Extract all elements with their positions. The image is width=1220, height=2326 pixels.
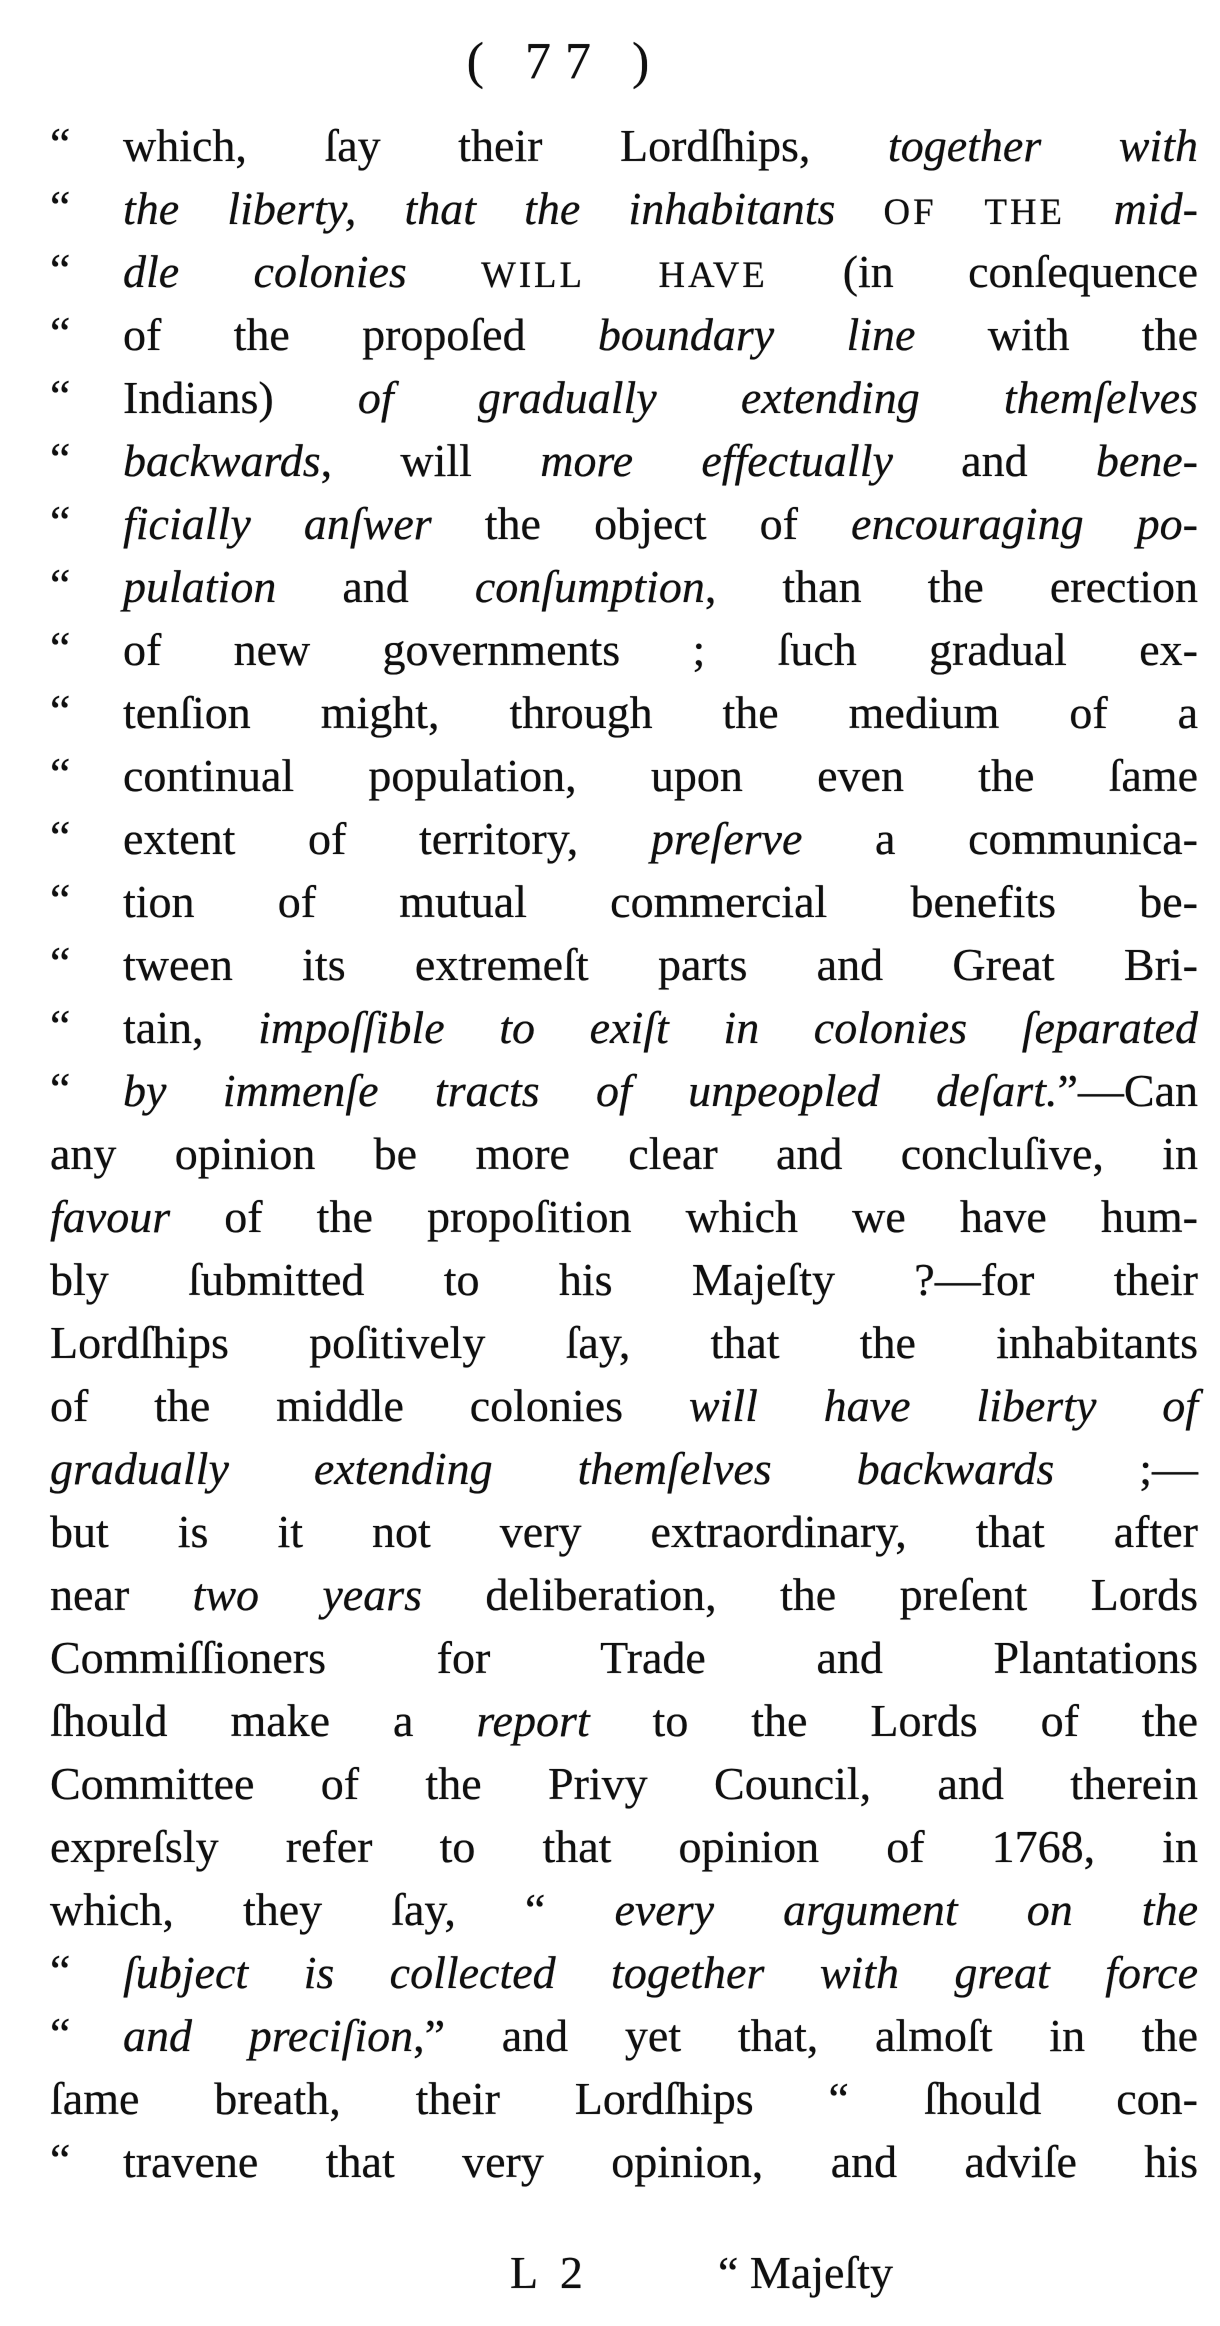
hanging-quote-mark: “ [50, 748, 71, 799]
text-segment: favour [50, 1191, 225, 1242]
text-line [50, 1689, 1198, 1752]
text-line [50, 1185, 1198, 1248]
text-line [50, 744, 1198, 807]
line-text [123, 807, 1198, 870]
text-segment: Indians) [123, 372, 358, 423]
text-segment: bene- [1095, 435, 1198, 486]
hanging-quote-mark: “ [50, 1063, 71, 1114]
text-line [50, 1311, 1198, 1374]
line-text [50, 1752, 1198, 1815]
text-segment: mid- [1113, 183, 1198, 234]
text-line [50, 1941, 1198, 2004]
text-segment: encouraging po- [851, 498, 1199, 549]
line-text [50, 1500, 1198, 1563]
page-number: ( 77 ) [466, 33, 664, 90]
line-text [123, 240, 1198, 306]
line-text [50, 2067, 1198, 2130]
text-line [50, 429, 1198, 492]
text-segment: with the [987, 309, 1198, 360]
text-segment: conſumption [474, 561, 705, 612]
text-segment: WILL HAVE [481, 254, 843, 295]
line-text [50, 1311, 1198, 1374]
text-segment: every argument on the [614, 1884, 1198, 1935]
hanging-quote-mark: “ [50, 1945, 71, 1996]
text-line [50, 366, 1198, 429]
text-line [50, 177, 1198, 240]
line-text [123, 492, 1198, 555]
text-line [50, 618, 1198, 681]
text-segment: ſubject is collected together with great force [123, 1947, 1198, 1998]
text-segment: the object of [484, 498, 852, 549]
text-segment: the liberty, that the inhabitants [123, 183, 884, 234]
text-block [50, 114, 1198, 2193]
line-text [123, 1059, 1198, 1122]
line-text [50, 1437, 1198, 1500]
line-text [123, 996, 1198, 1059]
line-text [50, 1626, 1198, 1689]
text-segment: tain, [123, 1002, 259, 1053]
text-line [50, 996, 1198, 1059]
hanging-quote-mark: “ [50, 370, 71, 421]
text-segment: ;— [1139, 1443, 1198, 1494]
text-line [50, 1437, 1198, 1500]
hanging-quote-mark: “ [50, 307, 71, 358]
line-text [123, 555, 1198, 618]
text-segment: Committee of the Privy Council, and therein [50, 1758, 1198, 1809]
hanging-quote-mark: “ [50, 811, 71, 862]
text-segment: preſerve [650, 813, 876, 864]
text-lines [50, 114, 1198, 2193]
hanging-quote-mark: “ [50, 2134, 71, 2185]
hanging-quote-mark: “ [50, 2008, 71, 2059]
hanging-quote-mark: “ [50, 559, 71, 610]
text-line [50, 2130, 1198, 2193]
catchword: “ Majeſty [718, 2247, 893, 2298]
text-line [50, 1059, 1198, 1122]
text-segment: continual population, upon even the ſame [123, 750, 1198, 801]
text-segment: which, they ſay, “ [50, 1884, 615, 1935]
line-text [123, 681, 1198, 744]
text-line [50, 1878, 1198, 1941]
hanging-quote-mark: “ [50, 937, 71, 988]
text-segment: Commiſſioners for Trade and Plantations [50, 1632, 1198, 1683]
text-segment: tenſion might, through the medium of a [123, 687, 1198, 738]
hanging-quote-mark: “ [50, 433, 71, 484]
signature-mark: L 2 [510, 2247, 589, 2298]
text-segment: ,” and yet that, almoſt in the [413, 2010, 1198, 2061]
text-segment: OF THE [883, 191, 1114, 232]
text-segment: of the propoſed [123, 309, 598, 360]
text-segment: and [342, 561, 475, 612]
text-segment: dle colonies [123, 246, 482, 297]
hanging-quote-mark: “ [50, 496, 71, 547]
footer-line [50, 2241, 1220, 2307]
text-segment: backwards [123, 435, 321, 486]
text-segment: tion of mutual commercial benefits be- [123, 876, 1198, 927]
text-segment: ficially anſwer [123, 498, 485, 549]
text-segment: together with [887, 120, 1198, 171]
text-segment: of gradually extending themſelves [357, 372, 1198, 423]
line-text [50, 1815, 1198, 1878]
line-text [123, 2130, 1198, 2193]
text-segment: to the Lords of the [652, 1695, 1199, 1746]
text-segment: Lordſhips poſitively ſay, that the inhabitants [50, 1317, 1198, 1368]
text-segment: boundary line [597, 309, 988, 360]
text-segment: impoſſible to exiſt in colonies ſeparated [258, 1002, 1198, 1053]
text-segment: pulation [123, 561, 343, 612]
text-line [50, 807, 1198, 870]
text-segment: ”—Can [1057, 1065, 1198, 1116]
text-segment: deliberation, the preſent Lords [485, 1569, 1198, 1620]
text-segment: near [50, 1569, 193, 1620]
hanging-quote-mark: “ [50, 118, 71, 169]
text-line [50, 1248, 1198, 1311]
text-segment: expreſsly refer to that opinion of 1768, in [50, 1821, 1198, 1872]
text-line [50, 2004, 1198, 2067]
text-segment: of new governments ; ſuch gradual ex- [123, 624, 1198, 675]
text-line [50, 2067, 1198, 2130]
line-text [50, 1374, 1198, 1437]
hanging-quote-mark: “ [50, 1000, 71, 1051]
line-text [50, 1185, 1198, 1248]
text-segment: tween its extremeſt parts and Great Bri- [123, 939, 1198, 990]
text-segment: two years [192, 1569, 486, 1620]
text-segment: of the middle colonies [50, 1380, 689, 1431]
text-segment: of the propoſition which we have hum- [224, 1191, 1198, 1242]
line-text [123, 177, 1198, 243]
text-line [50, 303, 1198, 366]
text-line [50, 240, 1198, 303]
line-text [50, 1878, 1198, 1941]
line-text [123, 744, 1198, 807]
text-line [50, 1752, 1198, 1815]
text-line [50, 1626, 1198, 1689]
text-segment: ſame breath, their Lordſhips “ ſhould con- [50, 2073, 1198, 2124]
text-segment: extent of territory, [123, 813, 651, 864]
line-text [50, 1689, 1198, 1752]
text-line [50, 1500, 1198, 1563]
text-segment: travene that very opinion, and adviſe his [123, 2136, 1198, 2187]
text-line [50, 681, 1198, 744]
text-segment: will have liberty of [688, 1380, 1199, 1431]
text-line [50, 1122, 1198, 1185]
line-text [123, 2004, 1198, 2067]
text-segment: (in conſequence [842, 246, 1198, 297]
line-text [123, 429, 1198, 492]
text-line [50, 1374, 1198, 1437]
hanging-quote-mark: “ [50, 622, 71, 673]
hanging-quote-mark: “ [50, 181, 71, 232]
text-segment: which, ſay their Lordſhips, [123, 120, 888, 171]
text-line [50, 492, 1198, 555]
text-segment: a communica- [875, 813, 1198, 864]
hanging-quote-mark: “ [50, 244, 71, 295]
text-segment: but is it not very extraordinary, that after [50, 1506, 1198, 1557]
line-text [123, 366, 1198, 429]
hanging-quote-mark: “ [50, 874, 71, 925]
text-line [50, 933, 1198, 996]
text-segment: and preciſion [123, 2010, 414, 2061]
line-text [50, 1122, 1198, 1185]
text-line [50, 1815, 1198, 1878]
text-segment: bly ſubmitted to his Majeſty ?—for their [50, 1254, 1198, 1305]
text-segment: and [961, 435, 1096, 486]
line-text [123, 114, 1198, 177]
text-segment: gradually extending themſelves backwards [50, 1443, 1140, 1494]
text-segment: by immenſe tracts of unpeopled deſart. [123, 1065, 1058, 1116]
text-segment: any opinion be more clear and concluſive, in [50, 1128, 1198, 1179]
text-line [50, 555, 1198, 618]
line-text [50, 1563, 1198, 1626]
line-text [123, 618, 1198, 681]
line-text [123, 1941, 1198, 2004]
line-text [123, 303, 1198, 366]
text-line [50, 114, 1198, 177]
text-line [50, 1563, 1198, 1626]
line-text [123, 933, 1198, 996]
text-segment: , will [320, 435, 541, 486]
hanging-quote-mark: “ [50, 685, 71, 736]
line-text [50, 1248, 1198, 1311]
text-segment: report [476, 1695, 653, 1746]
line-text [123, 870, 1198, 933]
text-segment: , than the erection [704, 561, 1198, 612]
text-line [50, 870, 1198, 933]
text-segment: ſhould make a [50, 1695, 477, 1746]
text-segment: more effectually [540, 435, 962, 486]
